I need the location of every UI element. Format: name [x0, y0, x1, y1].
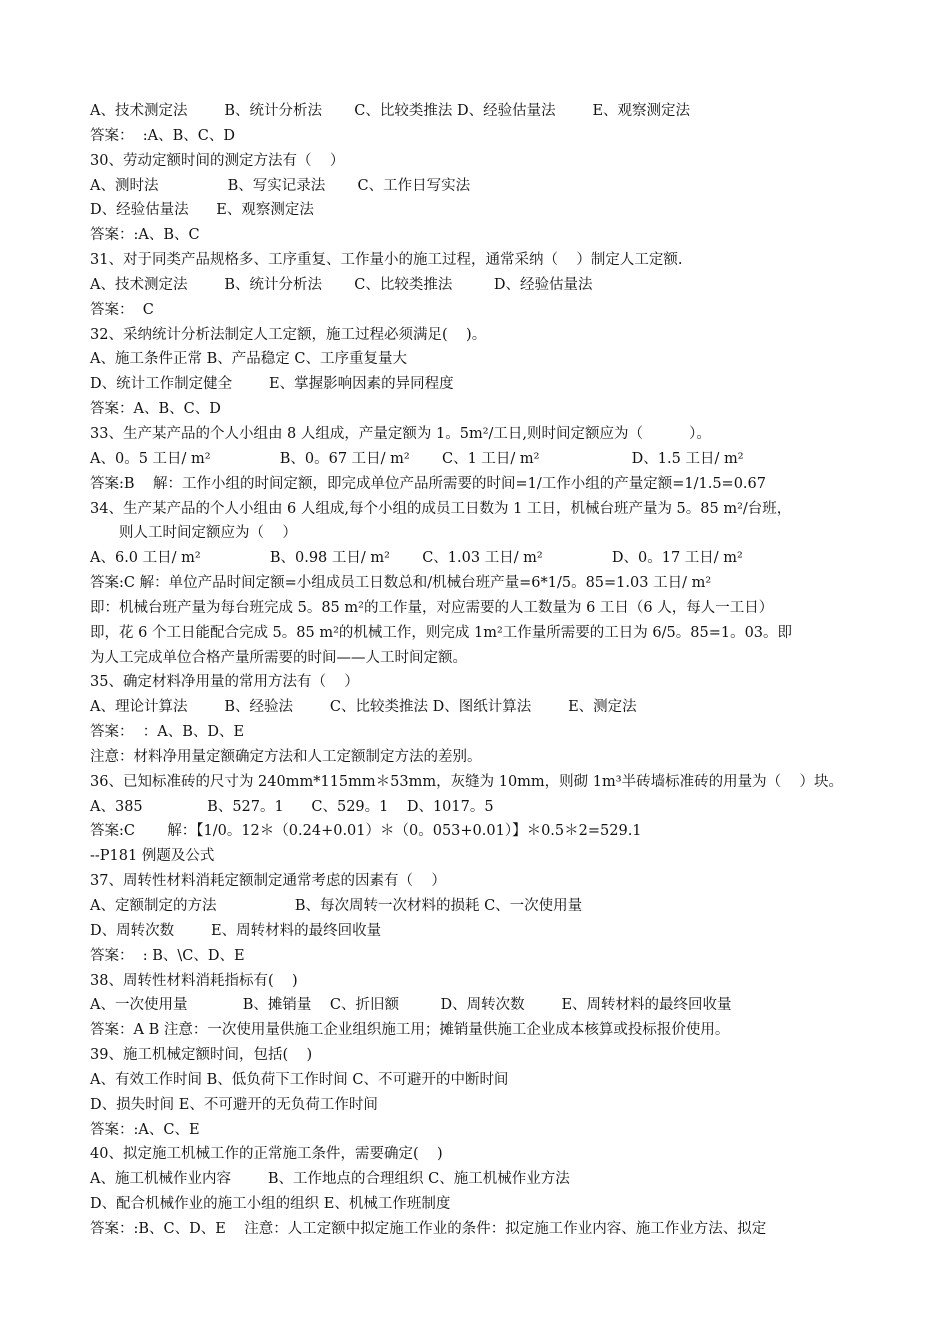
options-line: A、6.0 工日/ m² B、0.98 工日/ m² C、1.03 工日/ m² D、0。17 工日/ m²	[90, 550, 743, 567]
options-line: A、测时法 B、写实记录法 C、工作日写实法	[90, 177, 471, 194]
options-line: A、一次使用量 B、摊销量 C、折旧额 D、周转次数 E、周转材料的最终回收量	[90, 997, 732, 1014]
answer-line: 答案： ：A、B、D、E	[90, 724, 245, 741]
options-line: A、施工条件正常 B、产品稳定 C、工序重复量大	[90, 351, 407, 368]
answer-line: 答案：A、B、C、D	[90, 401, 221, 418]
question-line: 32、采纳统计分析法制定人工定额，施工过程必须满足( )。	[90, 326, 487, 343]
answer-line: 答案： C	[90, 301, 154, 318]
question-line-continued: 则人工时间定额应为（ ）	[119, 525, 297, 542]
answer-line: 答案： : B、\C、D、E	[90, 947, 245, 964]
reference-line: --P181 例题及公式	[90, 848, 215, 865]
options-line: A、施工机械作业内容 B、工作地点的合理组织 C、施工机械作业方法	[90, 1171, 570, 1188]
note-line: 注意：材料净用量定额确定方法和人工定额制定方法的差别。	[90, 748, 482, 765]
document-page	[90, 99, 890, 1242]
explanation-line: 即，花 6 个工日能配合完成 5。85 m²的机械工作，则完成 1m²工作量所需要的工日为 6/5。85=1。03。即	[90, 624, 793, 641]
options-line: A、技术测定法 B、统计分析法 C、比较类推法 D、经验估量法	[90, 276, 593, 293]
options-line: A、理论计算法 B、经验法 C、比较类推法 D、图纸计算法 E、测定法	[90, 699, 637, 716]
options-line: A、385 B、527。1 C、529。1 D、1017。5	[90, 798, 494, 815]
answer-line: 答案：:A、B、C	[90, 227, 200, 244]
options-line: D、统计工作制定健全 E、掌握影响因素的异同程度	[90, 376, 454, 393]
question-line: 37、周转性材料消耗定额制定通常考虑的因素有（ ）	[90, 873, 446, 890]
answer-line: 答案： :A、B、C、D	[90, 127, 235, 144]
options-line: D、周转次数 E、周转材料的最终回收量	[90, 922, 382, 939]
answer-line: 答案：:B、C、D、E 注意：人工定额中拟定施工作业的条件：拟定施工作业内容、施工作业方法、拟定	[90, 1220, 767, 1237]
answer-line: 答案:C 解：【1/0。12＊（0.24+0.01）＊（0。053+0.01）】＊0.5＊2=529.1	[90, 823, 642, 840]
explanation-line: 即：机械台班产量为每台班完成 5。85 m²的工作量，对应需要的人工数量为 6 工日（6 人，每人一工日）	[90, 599, 774, 616]
explanation-line: 为人工完成单位合格产量所需要的时间——人工时间定额。	[90, 649, 467, 666]
text-line: A、技术测定法 B、统计分析法 C、比较类推法 D、经验估量法 E、观察测定法	[90, 103, 691, 119]
options-line: A、定额制定的方法 B、每次周转一次材料的损耗 C、一次使用量	[90, 898, 583, 914]
options-line: A、有效工作时间 B、低负荷下工作时间 C、不可避开的中断时间	[90, 1071, 509, 1088]
question-line: 33、生产某产品的个人小组由 8 人组成，产量定额为 1。5m²/工日,则时间定额应为（ ）。	[90, 425, 711, 442]
question-line: 38、周转性材料消耗指标有( )	[90, 972, 298, 989]
question-line: 30、劳动定额时间的测定方法有（ ）	[90, 152, 345, 169]
answer-line: 答案：A B 注意：一次使用量供施工企业组织施工用；摊销量供施工企业成本核算或投标报价使用。	[90, 1022, 730, 1039]
options-line: D、经验估量法 E、观察测定法	[90, 202, 314, 219]
question-line: 40、拟定施工机械工作的正常施工条件，需要确定( )	[90, 1146, 443, 1163]
answer-line: 答案:C 解：单位产品时间定额=小组成员工日数总和/机械台班产量=6*1/5。85=1.03 工日/ m²	[90, 575, 712, 592]
question-line: 35、确定材料净用量的常用方法有（ ）	[90, 674, 359, 691]
question-line: 31、对于同类产品规格多、工序重复、工作量小的施工过程，通常采纳（ ）制定人工定额.	[90, 252, 683, 269]
question-line: 36、已知标准砖的尺寸为 240mm*115mm＊53mm，灰缝为 10mm，则砌 1m³半砖墙标准砖的用量为（ ）块。	[90, 773, 843, 790]
options-line: A、0。5 工日/ m² B、0。67 工日/ m² C、1 工日/ m² D、1.5 工日/ m²	[90, 450, 744, 467]
answer-line: 答案：:A、C、E	[90, 1121, 200, 1138]
options-line: D、配合机械作业的施工小组的组织 E、机械工作班制度	[90, 1196, 451, 1213]
question-line: 39、施工机械定额时间，包括( )	[90, 1047, 313, 1064]
options-line: D、损失时间 E、不可避开的无负荷工作时间	[90, 1096, 378, 1113]
question-line: 34、生产某产品的个人小组由 6 人组成,每个小组的成员工日数为 1 工日，机械台班产量为 5。85 m²/台班，	[90, 500, 792, 517]
answer-line: 答案:B 解：工作小组的时间定额，即完成单位产品所需要的时间=1/工作小组的产量定额=1/1.5=0.67	[90, 475, 766, 492]
